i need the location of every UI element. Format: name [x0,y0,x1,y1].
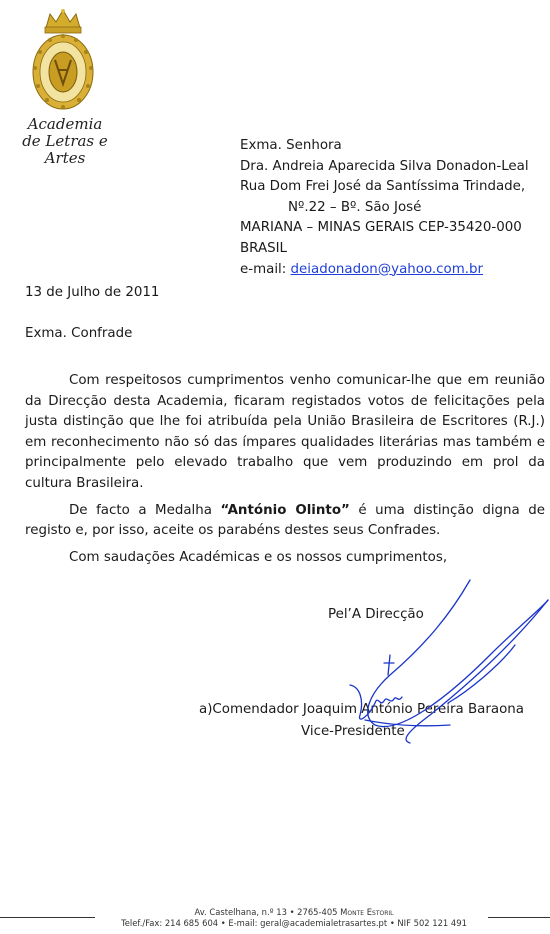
footer-rule-left [0,917,95,918]
academy-name-line2: de Letras e Artes [22,132,108,167]
recipient-number: Nº.22 – Bº. São José [288,199,422,215]
body-paragraph-2 [25,501,545,542]
footer-rule-right [488,917,550,918]
recipient-street: Rua Dom Frei José da Santíssima Trindade, [240,179,526,195]
footer-address-prefix: Av. Castelhana, n.º 13 • 2765-405 [194,907,341,917]
footer-address [100,907,488,918]
letter-body [25,371,545,574]
body-paragraph-1: Com respeitosos cumprimentos venho comunicar-lhe que em reunião da Direcção desta Academia, ficaram registados votos de felicitações pela justa distinção que lhe foi atribuída pela União Brasileira de Escritores (R.J.) em reconhecimento não só das ímpares qualidades literárias mas também e principalmente pelo elevado trabalho que vem produzindo em prol da cultura Brasileira. [25,373,545,491]
recipient-country: BRASIL [240,240,288,256]
handwritten-signature [330,575,550,765]
p2-text-after: é uma distinção digna de registo e, por isso, aceite os parabéns destes seus Confrades. [25,502,545,539]
closing-direccao: Pel’A Direcção [328,607,424,622]
email-link[interactable]: deiadonadon@yahoo.com.br [290,261,484,277]
email-label: e-mail: [240,261,291,277]
body-paragraph-3: Com saudações Académicas e os nossos cumprimentos, [69,549,448,565]
p2-text-before: De facto a Medalha [69,502,221,518]
academy-name [0,116,130,167]
letter-date: 13 de Julho de 2011 [25,285,160,300]
recipient-address [240,136,529,280]
medal-name: “António Olinto” [220,502,350,518]
footer-address-place: Monte Estoril [340,907,394,917]
academy-name-line1: Academia [27,115,103,133]
salutation: Exma. Confrade [25,326,133,341]
signer-title: Vice-Presidente [301,724,405,739]
signer-name: a)Comendador Joaquim António Pereira Baraona [199,702,524,717]
academy-crest-logo [28,8,98,113]
recipient-greeting: Exma. Senhora [240,138,342,153]
recipient-name: Dra. Andreia Aparecida Silva Donadon-Leal [240,158,529,174]
footer-contacts: Telef./Fax: 214 685 604 • E-mail: geral@academialetrasartes.pt • NIF 502 121 491 [121,918,467,928]
recipient-email-line [240,260,529,281]
recipient-city: MARIANA – MINAS GERAIS CEP-35420-000 [240,220,522,236]
footer [100,907,488,929]
